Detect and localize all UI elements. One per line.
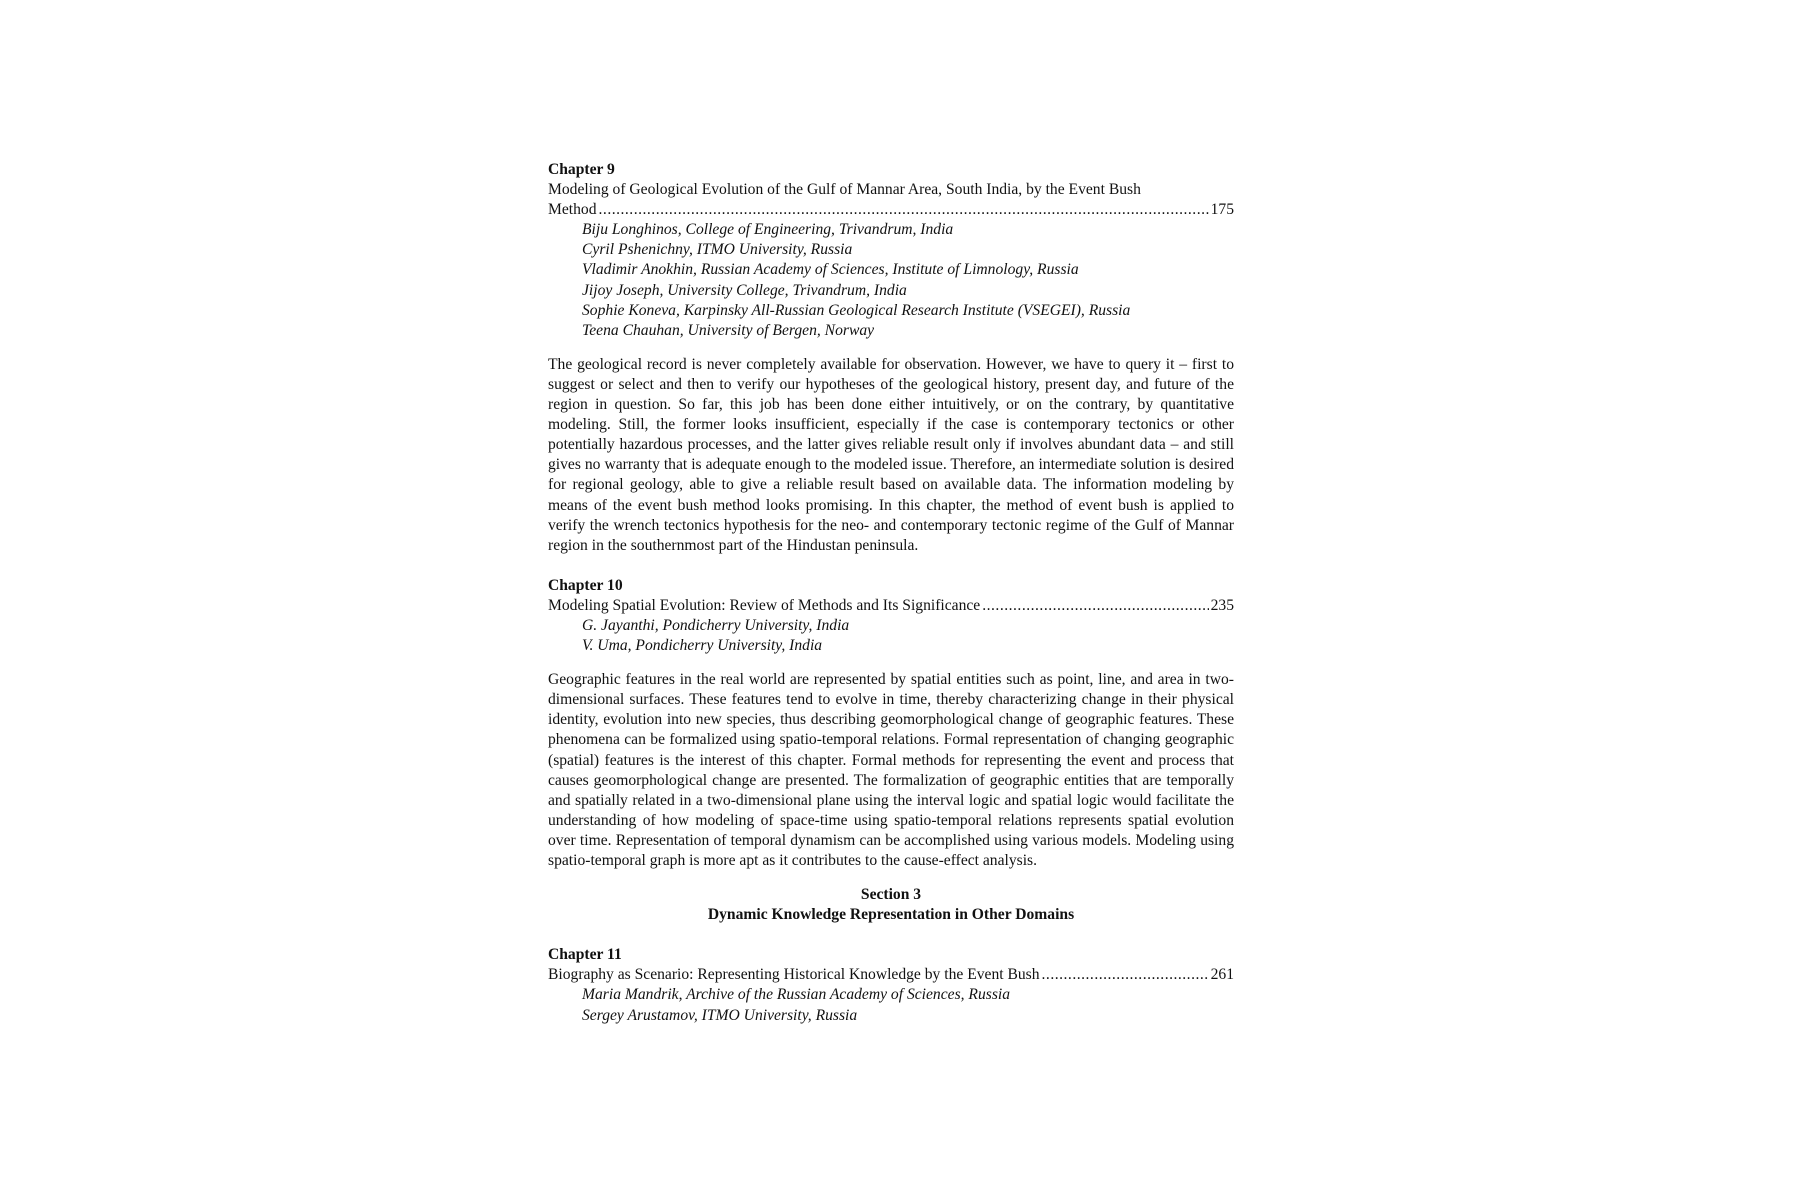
author: Sophie Koneva, Karpinsky All-Russian Geological Research Institute (VSEGEI), Russia	[582, 301, 1131, 319]
dot-leader	[1042, 965, 1209, 985]
page-number: 175	[1210, 201, 1234, 219]
dot-leader	[982, 596, 1208, 616]
page-number: 235	[1210, 596, 1234, 614]
dot-leader	[599, 200, 1209, 220]
chapter-heading: Chapter 11	[548, 946, 622, 964]
chapter-abstract: The geological record is never completely available for observation. However, we have to query it – first to suggest or select and then to verify our hypotheses of the geological history, present day, and future of the region in question. So far, this job has been done either intuitively, or on the contrary, by quantitative modeling. Still, the former looks insufficient, especially if the case is contemporary tectonics or other potentially hazardous processes, and the latter gives reliable result only if involves abundant data – and still gives no warranty that is adequate enough to the modeled issue. Therefore, an intermediate solution is desired for regional geology, able to give a reliable result based on available data. The information modeling by means of the event bush method looks promising. In this chapter, the method of event bush is applied to verify the wrench tectonics hypothesis for the neo- and contemporary tectonic regime of the Gulf of Mannar region in the southernmost part of the Hindustan peninsula.	[548, 355, 1234, 554]
author: Cyril Pshenichny, ITMO University, Russia	[582, 241, 853, 259]
author-list	[548, 985, 1234, 1025]
author-list	[548, 616, 1234, 656]
author: Teena Chauhan, University of Bergen, Norway	[582, 321, 875, 339]
chapter-9-entry	[548, 160, 1234, 556]
chapter-heading: Chapter 9	[548, 161, 615, 178]
author: Biju Longhinos, College of Engineering, Trivandrum, India	[582, 221, 954, 239]
author: Vladimir Anokhin, Russian Academy of Sciences, Institute of Limnology, Russia	[582, 261, 1079, 279]
chapter-11-entry	[548, 945, 1234, 1025]
chapter-abstract: Geographic features in the real world are represented by spatial entities such as point, line, and area in two-dimensional surfaces. These features tend to evolve in time, thereby characterizing change in their physical identity, evolution into new species, thus describing geomorphological change of geographic features. These phenomena can be formalized using spatio-temporal relations. Formal representation of changing geographic (spatial) features is the interest of this chapter. Formal methods for representing the event and process that causes geomorphological change are presented. The formalization of geographic entities that are temporally and spatially related in a two-dimensional plane using the interval logic and spatial logic would facilitate the understanding of how modeling of space-time using spatio-temporal relations represents spatial evolution over time. Representation of temporal dynamism can be accomplished using various models. Modeling using spatio-temporal graph is more apt as it contributes to the cause-effect analysis.	[548, 671, 1234, 869]
chapter-title-continued: Method	[548, 201, 597, 219]
author: V. Uma, Pondicherry University, India	[582, 637, 823, 655]
author: Sergey Arustamov, ITMO University, Russia	[582, 1006, 858, 1024]
section-title: Dynamic Knowledge Representation in Other Domains	[707, 906, 1075, 924]
author-list	[548, 220, 1234, 341]
section-heading-block	[548, 885, 1234, 925]
chapter-title: Biography as Scenario: Representing Historical Knowledge by the Event Bush	[548, 966, 1040, 984]
chapter-title-leader[interactable]	[548, 596, 1234, 616]
chapter-title[interactable]: Modeling of Geological Evolution of the Gulf of Mannar Area, South India, by the Event Bush	[548, 181, 1141, 199]
toc-page	[548, 160, 1234, 1026]
chapter-title: Modeling Spatial Evolution: Review of Methods and Its Significance	[548, 596, 981, 614]
chapter-heading: Chapter 10	[548, 576, 623, 594]
chapter-title-leader[interactable]	[548, 200, 1234, 220]
page-number: 261	[1210, 966, 1234, 984]
chapter-title-leader[interactable]	[548, 965, 1234, 985]
chapter-10-entry	[548, 576, 1234, 871]
author: Maria Mandrik, Archive of the Russian Academy of Sciences, Russia	[582, 986, 1011, 1004]
author: G. Jayanthi, Pondicherry University, India	[582, 616, 850, 634]
section-label: Section 3	[860, 886, 922, 904]
author: Jijoy Joseph, University College, Trivandrum, India	[582, 281, 907, 299]
